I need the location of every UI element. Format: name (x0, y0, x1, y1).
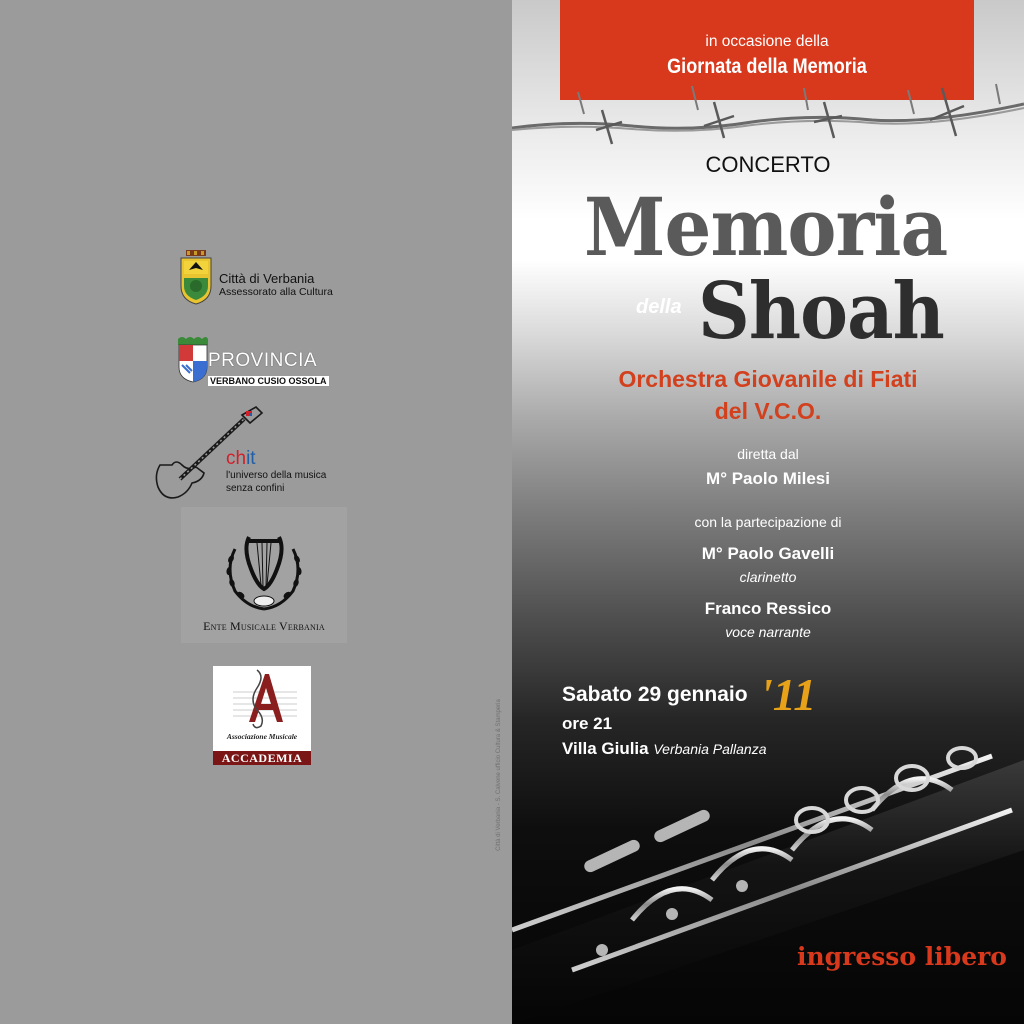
director-name: M° Paolo Milesi (706, 469, 830, 488)
event-time: ore 21 (562, 714, 613, 733)
chit-brand (226, 449, 366, 469)
performer1-name: M° Paolo Gavelli (701, 544, 835, 563)
accademia-logo (213, 666, 311, 765)
concerto-label: CONCERTO (705, 152, 831, 177)
entry-note: ingresso libero (797, 942, 1007, 971)
lyre-wreath-icon (221, 529, 307, 613)
verbania-name: Città di Verbania (219, 271, 315, 286)
accademia-assoc: Associazione Musicale (226, 732, 298, 741)
right-panel (512, 0, 1024, 1024)
chit-brand-ch: ch (226, 448, 247, 469)
credit-text: Città di Verbania - S. Calvene ufficio Cultura & Stamperia (496, 699, 502, 851)
performer1-role: clarinetto (739, 569, 797, 585)
title-shoah: Shoah (698, 266, 944, 357)
verbania-text (219, 272, 409, 298)
performer2-role: voce narrante (725, 624, 811, 640)
event-year: '11 (760, 669, 817, 720)
orchestra-line1: Orchestra Giovanile di Fiati (618, 366, 918, 392)
directed-by-label: diretta dal (737, 446, 799, 462)
vertical-credit (492, 690, 506, 860)
barbed-wire-icon (512, 80, 1024, 160)
ente-musicale-logo (181, 507, 347, 643)
chit-text (226, 449, 366, 495)
event-venue (562, 739, 766, 759)
title-della: della (636, 296, 682, 318)
banner-line2: Giornata della Memoria (667, 55, 867, 78)
provincia-crest-icon (176, 335, 210, 383)
title-memoria: Memoria (584, 180, 948, 274)
ente-name: Ente Musicale Verbania (203, 619, 325, 633)
venue-location: Verbania Pallanza (653, 741, 767, 757)
chit-tagline-2: senza confini (226, 483, 285, 494)
provincia-text (208, 351, 368, 389)
banner-line1: in occasione della (705, 33, 829, 50)
participation-label: con la partecipazione di (694, 514, 842, 530)
verbania-crest-icon (178, 250, 214, 306)
venue-name: Villa Giulia (562, 739, 649, 758)
chit-logo (152, 405, 352, 505)
chit-tagline-1: l'universo della musica (226, 470, 327, 481)
verbania-dept: Assessorato alla Cultura (219, 286, 333, 298)
accademia-name: ACCADEMIA (213, 751, 311, 765)
chit-brand-it: it (246, 448, 256, 469)
treble-clef-a-icon (213, 666, 311, 730)
provincia-sub: VERBANO CUSIO OSSOLA (210, 376, 327, 386)
orchestra-line2: del V.C.O. (714, 398, 822, 424)
provincia-name: PROVINCIA (208, 350, 318, 371)
event-date: Sabato 29 gennaio (562, 683, 748, 706)
performer2-name: Franco Ressico (704, 599, 832, 618)
